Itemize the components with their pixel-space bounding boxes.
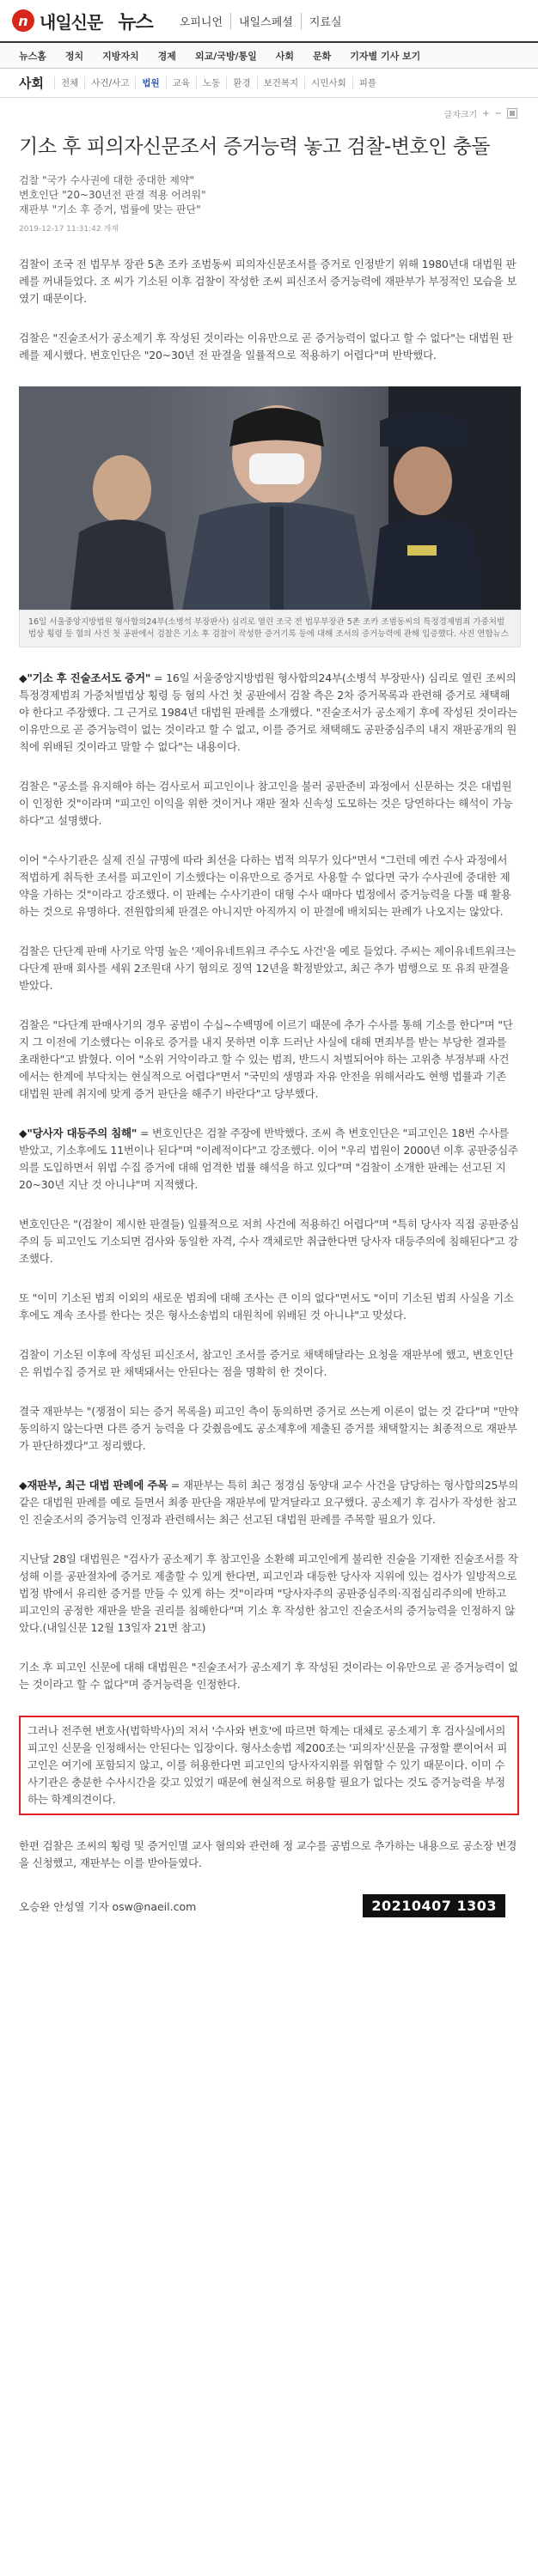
font-size-label: 글자크기: [443, 110, 478, 120]
sub-nav-item[interactable]: 환경: [226, 76, 256, 89]
nav-item-diplomacy[interactable]: 외교/국방/통일: [194, 50, 257, 62]
paragraph: 한편 검찰은 조씨의 횡령 및 증거인멸 교사 혐의와 관련해 정 교수를 공범으로 추가하는 내용으로 공소장 변경을 신청했고, 재판부는 이를 받아들였다.: [19, 1839, 517, 1869]
logo-mark[interactable]: n: [12, 9, 34, 32]
paragraph: 검찰은 단단계 판매 사기로 악명 높은 '제이유네트워크 주수도 사건'을 예로 들었다. 주씨는 제이유네트워크는 다단계 판매 회사를 세워 2조원대 사기 혐의로 징역 12년을 확정받았고, 최근 추가 범행으로 또 유죄 판결을 받았다.: [19, 945, 517, 992]
nav-item-by-reporter[interactable]: 기자별 기사 보기: [350, 50, 421, 62]
paragraph-text: = 재판부는 특히 최근 정경심 동양대 교수 사건을 담당하는 형사합의25부의 같은 대법원 판례를 예로 들면서 최종 판단을 재판부에 맡겨달라고 요구했다. 공소제기 후 검사가 작성한 참고인 진술조서의 증거능력 인정과 관련해서는 최근 선고된 대법원 판례를 주목할 필요가 있다.: [19, 1479, 518, 1526]
paragraph: 그러나 전주현 변호사(법학박사)의 저서 '수사와 변호'에 따르면 학계는 대체로 공소제기 후 검사실에서의 피고인 신문을 인정해서는 안된다는 입장이다. 형사소송법 제200조는 '피의자'신문을 규정할 뿐이어서 피고인은 여기에 포함되지 않고, 이를 허용한다면 피고인의 당사자지위를 위협할 수 있기 때문이다. 이미 수사기관은 충분한 수사시간을 갖고 있었기 때문에 현실적으로 허용할 필요가 없다는 것도 증거능력을 부정하는 학계의견이다.: [28, 1724, 508, 1806]
section-lead: ◆"당사자 대등주의 침해": [19, 1127, 138, 1139]
photo-illustration: [19, 386, 521, 610]
nav-item-local[interactable]: 지방자치: [102, 50, 139, 62]
font-decrease-button[interactable]: −: [494, 108, 502, 118]
nav-item-news-home[interactable]: 뉴스홈: [19, 50, 46, 62]
paragraph: 검찰은 "다단계 판매사기의 경우 공범이 수십~수백명에 이르기 때문에 추가 수사를 통해 기소를 한다"며 "단지 그 이전에 기소했다는 이유로 증거를 내지 못하면 이후 드러난 사실에 대해 면죄부를 받는 부당한 결과를 초래한다"고 밝혔다. 이어 "소위 거악이라고 할 수 있는 범죄, 반드시 처벌되어야 하는 고위층 부정부패 사건에서는 한계에 부닥치는 현실적으로 어렵다"면서 "국민의 생명과 자유 안전을 위해서라도 현행 법률과 기존 대법원 판례 취지에 맞게 증거 판단을 해주기 바란다"고 당부했다.: [19, 1018, 513, 1100]
timestamp-stamp: 20210407 1303: [363, 1894, 505, 1917]
byline: 오승완 안성열 기자 osw@naeil.com: [19, 1899, 197, 1913]
top-link-special[interactable]: 내일스페셜: [230, 13, 301, 29]
sub-nav-title: 사회: [19, 76, 44, 91]
sub-nav-item[interactable]: 사건/사고: [84, 76, 135, 89]
top-bar: [0, 0, 538, 43]
top-links: [172, 13, 350, 29]
sub-nav-item[interactable]: 피플: [352, 76, 382, 89]
paragraph: 또 "이미 기소된 범죄 이외의 새로운 범죄에 대해 조사는 큰 이의 없다"면서도 "이미 기소된 범죄 사실을 기소 후에도 계속 조사를 한다는 것은 형사소송법의 대원칙에 위배된 것 아니냐"고 맞섰다.: [19, 1291, 514, 1321]
nav-item-culture[interactable]: 문화: [313, 50, 332, 62]
paragraph: 검찰이 기소된 이후에 작성된 피신조서, 참고인 조서를 증거로 채택해달라는 요청을 재판부에 했고, 변호인단은 위법수집 증거로 판 채택돼서는 안된다는 점을 명확히 한 것이다.: [19, 1348, 514, 1378]
subhead: 변호인단 "20~30년전 판결 적용 어려워": [19, 189, 206, 201]
section-lead: ◆재판부, 최근 대법 판례에 주목: [19, 1479, 168, 1492]
sub-nav: [0, 69, 538, 98]
subheads: [19, 173, 519, 217]
top-link-archive[interactable]: 지료실: [301, 13, 350, 29]
sub-nav-item[interactable]: 교육: [166, 76, 196, 89]
headline: 기소 후 피의자신문조서 증거능력 놓고 검찰-변호인 충돌: [19, 136, 491, 158]
sub-nav-item[interactable]: 시민사회: [304, 76, 352, 89]
section-title[interactable]: 뉴스: [118, 11, 153, 33]
sub-nav-item[interactable]: 노동: [196, 76, 226, 89]
paragraph: 이어 "수사기관은 실제 진실 규명에 따라 최선을 다하는 법적 의무가 있다"면서 "그런데 예컨 수사 과정에서 적법하게 취득한 조서를 피고인이 기소했다는 이유만으로 증거로 사용할 수 없다면 국가 수사권에 중대한 제약을 가하는 것"이라고 강조했다. 이 판례는 수사기관이 대형 수사 때마다 법정에서 증거능력을 다툴 때 활용하는 것으로 유명하다. 전원합의체 판결은 아니지만 아직까지 이 판결에 배치되는 판례가 나오지는 않았다.: [19, 854, 511, 918]
paragraph: 지난달 28일 대법원은 "검사가 공소제기 후 참고인을 소환해 피고인에게 불리한 진술을 기재한 진술조서를 작성해 이를 공판절차에 증거로 제출할 수 있게 한다면, 피고인과 대등한 당사자 지위에 있는 검사가 일방적으로 법정 밖에서 유리한 증거를 만들 수 있게 하는 것"이라며 "당사자주의 공판중심주의·직접심리주의에 반하고 피고인의 공정한 재판을 받을 권리를 침해한다"며 기소 후 작성한 참고인 진술조서의 증거능력을 인정하지 않았다.(내일신문 12월 13일자 21면 참고): [19, 1552, 518, 1634]
top-link-opinion[interactable]: 오피니언: [179, 15, 223, 29]
article-tools: [0, 98, 538, 129]
nav-item-society[interactable]: 사회: [275, 50, 294, 62]
paragraph: 기소 후 피고인 신문에 대해 대법원은 "진술조서가 공소제기 후 작성된 것이라는 이유만으로 곧 증거능력이 없는 것이라고 할 수 없다"며 증거능력을 인정한다.: [19, 1661, 518, 1691]
paragraph: 검찰이 조국 전 법무부 장관 5촌 조카 조범동씨 피의자신문조서를 증거로 인정받기 위해 1980년대 대법원 판례를 꺼내들었다. 조 씨가 기소된 이후 검찰이 작성한 조씨 피신조서 증거능력에 재판부가 부정적인 모습을 보였기 때문이다.: [19, 258, 517, 305]
byline-row: [19, 1894, 519, 1917]
article: [0, 132, 538, 1917]
logo-text[interactable]: 내일신문: [40, 11, 103, 33]
paragraph: 검찰은 "공소를 유지해야 하는 검사로서 피고인이나 참고인을 불러 공판준비 과정에서 신문하는 것은 대법원이 인정한 것"이라며 "피고인 이익을 위한 것이거나 재판 절차 신속성 도모하는 것은 당연하다는 해석이 가능하다"고 설명했다.: [19, 780, 513, 827]
article-photo: [19, 386, 521, 610]
highlighted-paragraph: [19, 1716, 519, 1815]
subhead: 재판부 "기소 후 증거, 법률에 맞는 판단": [19, 204, 201, 216]
main-nav: [0, 43, 538, 69]
paragraph-text: = 변호인단은 검찰 주장에 반박했다. 조씨 측 변호인단은 "피고인은 18번 수사를 받았고, 기소후에도 11번이나 된다"며 "이례적이다"고 강조했다. 이어 "우리 법원이 2000년 이후 공판중심주의를 도입하면서 위법 수집 증거에 대해 엄격한 법률 해석을 하고 있다"며 "검찰이 소개한 판례는 선고된 지 20~30년 지난 것 아니냐"며 지적했다.: [19, 1127, 518, 1191]
sub-nav-item[interactable]: 전체: [54, 76, 84, 89]
paragraph: 변호인단은 "(검찰이 제시한 판결들) 일률적으로 저희 사건에 적용하긴 어렵다"며 "특히 당사자 직접 공판중심주의 등 피고인도 기소되면 검사와 동일한 자격, 수사 객체로만 취급한다면 당사자 대등주의에 침해된다"고 강조했다.: [19, 1218, 519, 1265]
nav-item-economy[interactable]: 경제: [157, 50, 176, 62]
nav-item-politics[interactable]: 정치: [64, 50, 84, 62]
sub-nav-item[interactable]: 보건복지: [257, 76, 305, 89]
font-increase-button[interactable]: +: [482, 108, 490, 118]
print-icon[interactable]: [507, 108, 517, 118]
photo-caption: 16일 서울중앙지방법원 형사합의24부(소병석 부장판사) 심리로 열린 조국 전 법무부장관 5촌 조카 조범동씨의 특정경제범죄 가중처벌법상 횡령 등 혐의 사건 첫 공판에서 검찰은 기소 후 검찰이 작성한 증거기록 등에 대해 조서의 증거능력에 관해 입증했다. 사진 연합뉴스: [19, 610, 521, 647]
dateline: 2019-12-17 11:31:42 게재: [19, 225, 119, 234]
article-body: [19, 256, 519, 1872]
paragraph: [19, 1125, 519, 1194]
paragraph: 검찰은 "진술조서가 공소제기 후 작성된 것이라는 이유만으로 곧 증거능력이 없다고 할 수 없다"는 대법원 판례를 제시했다. 변호인단은 "20~30년 전 판결을 일률적으로 적용하기 어렵다"며 반박했다.: [19, 331, 513, 361]
paragraph-text: = 16일 서울중앙지방법원 형사합의24부(소병석 부장판사) 심리로 열린 조씨의 특정경제범죄 가중처벌법상 횡령 등 혐의 사건 첫 공판에서 검찰 측은 2차 증거목록과 관련해 증거로 채택해야 한다고 주장했다. 그 근거로 1984년 대법원 판례를 소개했다. "진술조서가 공소제기 후에 작성된 것이라는 이유만으로 곧 증거능력이 없는 것이라고 할 수 없고, 이를 증거로 채택해도 공판중심주의 내지 재판공개의 원칙에 위배된 것이라고 말할 수 없다"는 내용이다.: [19, 671, 518, 753]
section-lead: ◆"기소 후 진술조서도 증거": [19, 671, 151, 684]
paragraph: [19, 1477, 519, 1528]
subhead: 검찰 "국가 수사권에 대한 중대한 제약": [19, 174, 194, 186]
sub-nav-item-active[interactable]: 법원: [135, 76, 165, 89]
paragraph: 결국 재판부는 "(쟁점이 되는 증거 목록을) 피고인 측이 동의하면 증거로 쓰는게 이론이 없는 것 같다"며 "만약 동의하지 않는다면 다른 증거 능력을 다 갖췄음에도 공소제후에 제출된 증거를 채택할지는 최종적으로 재판부가 판단하겠다"고 정리했다.: [19, 1405, 519, 1452]
paragraph: [19, 670, 519, 756]
